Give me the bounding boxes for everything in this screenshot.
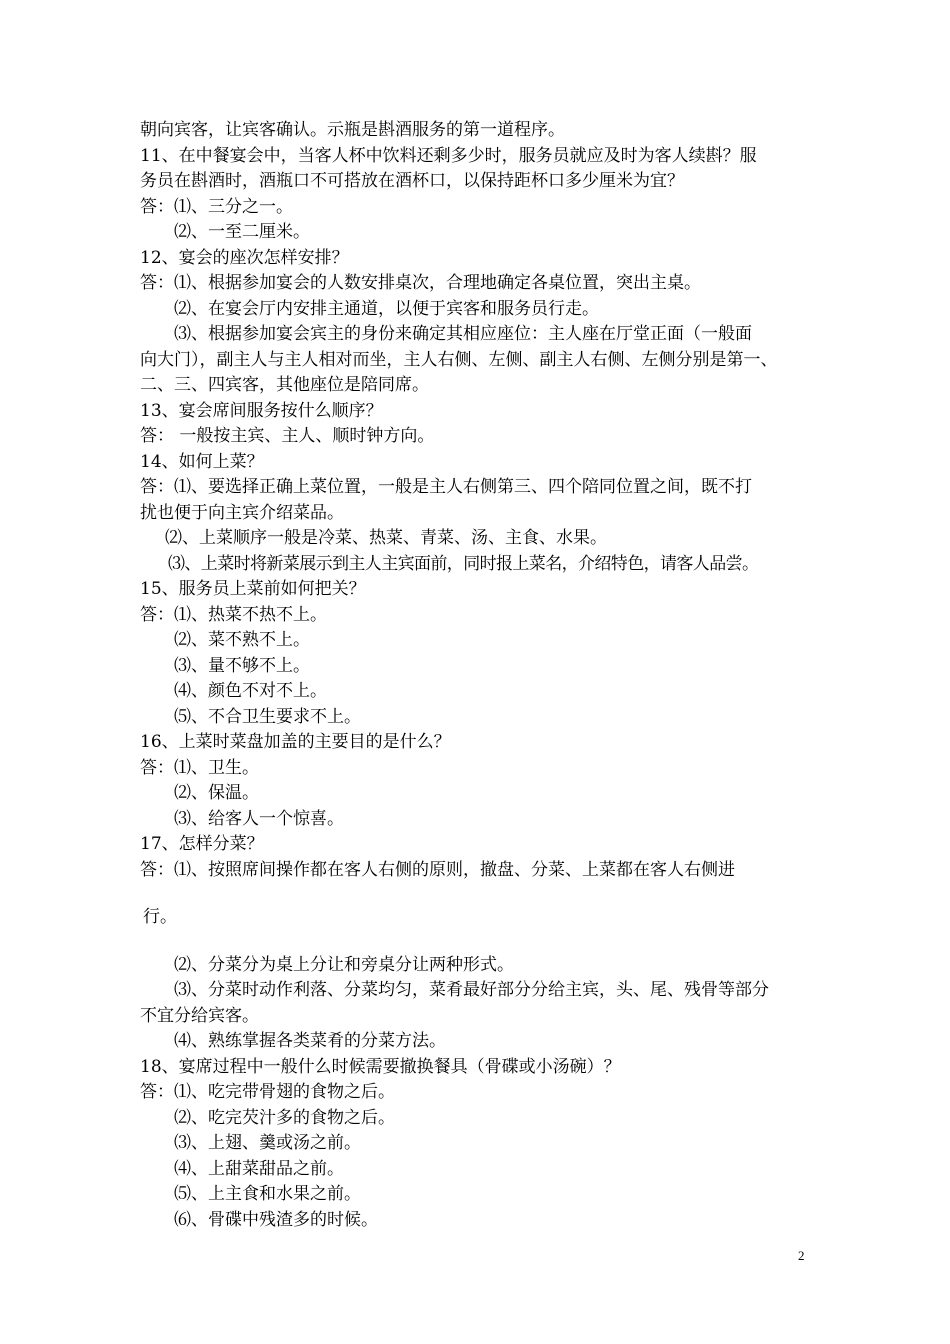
question-17: 17、怎样分菜？ (140, 834, 264, 854)
answer-item: ⑶、给客人一个惊喜。 (174, 808, 344, 829)
answer-line: 答：⑴、热菜不热不上。 (140, 604, 327, 625)
answer-item: ⑶、上翅、羹或汤之前。 (174, 1133, 361, 1153)
answer-line: 答：⑴、要选择正确上菜位置，一般是主人右侧第三、四个陪同位置之间，既不打 (140, 477, 752, 497)
question-12: 12、宴会的座次怎样安排？ (140, 247, 349, 268)
answer-item: ⑵、保温。 (174, 783, 259, 803)
answer-item: ⑵、一至二厘米。 (174, 222, 310, 242)
question-13: 13、宴会席间服务按什么顺序？ (140, 400, 383, 421)
question-11: 11、在中餐宴会中，当客人杯中饮料还剩多少时，服务员就应及时为客人续斟？服 (140, 145, 757, 166)
answer-item: ⑶、根据参加宴会宾主的身份来确定其相应座位：主人座在厅堂正面（一般面 (174, 324, 752, 344)
answer-item: ⑸、不合卫生要求不上。 (174, 706, 361, 727)
text-line: 务员在斟酒时，酒瓶口不可搭放在酒杯口，以保持距杯口多少厘米为宜？ (140, 171, 684, 191)
answer-item: ⑸、上主食和水果之前。 (174, 1184, 361, 1204)
question-16: 16、上菜时菜盘加盖的主要目的是什么？ (140, 732, 451, 752)
question-15: 15、服务员上菜前如何把关？ (140, 579, 366, 599)
text-line: 不宜分给宾客。 (140, 1005, 259, 1026)
document-body (140, 118, 830, 1233)
answer-line: 答： 一般按主宾、主人、顺时钟方向。 (140, 426, 435, 446)
answer-item: ⑹、骨碟中残渣多的时候。 (174, 1209, 378, 1230)
answer-item: ⑷、颜色不对不上。 (174, 681, 327, 701)
text-line: 扰也便于向主宾介绍菜品。 (140, 502, 344, 523)
page-number: 2 (798, 1248, 805, 1263)
answer-item: ⑶、分菜时动作利落、分菜均匀，菜肴最好部分分给主宾，头、尾、残骨等部分 (174, 980, 769, 1000)
answer-item: ⑵、吃完芡汁多的食物之后。 (174, 1107, 395, 1128)
answer-line: 答：⑴、吃完带骨翅的食物之后。 (140, 1082, 395, 1102)
text-line: 向大门），副主人与主人相对而坐，主人右侧、左侧、副主人右侧、左侧分别是第一、 (140, 349, 778, 370)
answer-item: ⑵、上菜顺序一般是冷菜、热菜、青菜、汤、主食、水果。 (165, 528, 607, 548)
answer-item: ⑶、量不够不上。 (174, 655, 310, 676)
answer-line: 答：⑴、按照席间操作都在客人右侧的原则，撤盘、分菜、上菜都在客人右侧进 (140, 859, 735, 880)
text-line: 朝向宾客，让宾客确认。示瓶是斟酒服务的第一道程序。 (140, 120, 565, 140)
answer-item: ⑷、上甜菜甜品之前。 (174, 1158, 344, 1179)
answer-line: 答：⑴、根据参加宴会的人数安排桌次，合理地确定各桌位置，突出主桌。 (140, 273, 701, 293)
answer-item: ⑵、在宴会厅内安排主通道，以便于宾客和服务员行走。 (174, 298, 599, 319)
text-line: 行。 (143, 907, 177, 927)
question-14: 14、如何上菜？ (140, 451, 264, 472)
answer-line: 答：⑴、三分之一。 (140, 196, 293, 217)
answer-item: ⑷、熟练掌握各类菜肴的分菜方法。 (174, 1031, 446, 1051)
text-line: 二、三、四宾客，其他座位是陪同席。 (140, 375, 429, 395)
answer-item: ⑵、菜不熟不上。 (174, 630, 310, 650)
answer-item: ⑶、上菜时将新菜展示到主人主宾面前，同时报上菜名，介绍特色，请客人品尝。 (168, 553, 759, 574)
answer-item: ⑵、分菜分为桌上分让和旁桌分让两种形式。 (174, 954, 514, 975)
answer-line: 答：⑴、卫生。 (140, 757, 259, 778)
question-18: 18、宴席过程中一般什么时候需要撤换餐具（骨碟或小汤碗）？ (140, 1056, 621, 1077)
